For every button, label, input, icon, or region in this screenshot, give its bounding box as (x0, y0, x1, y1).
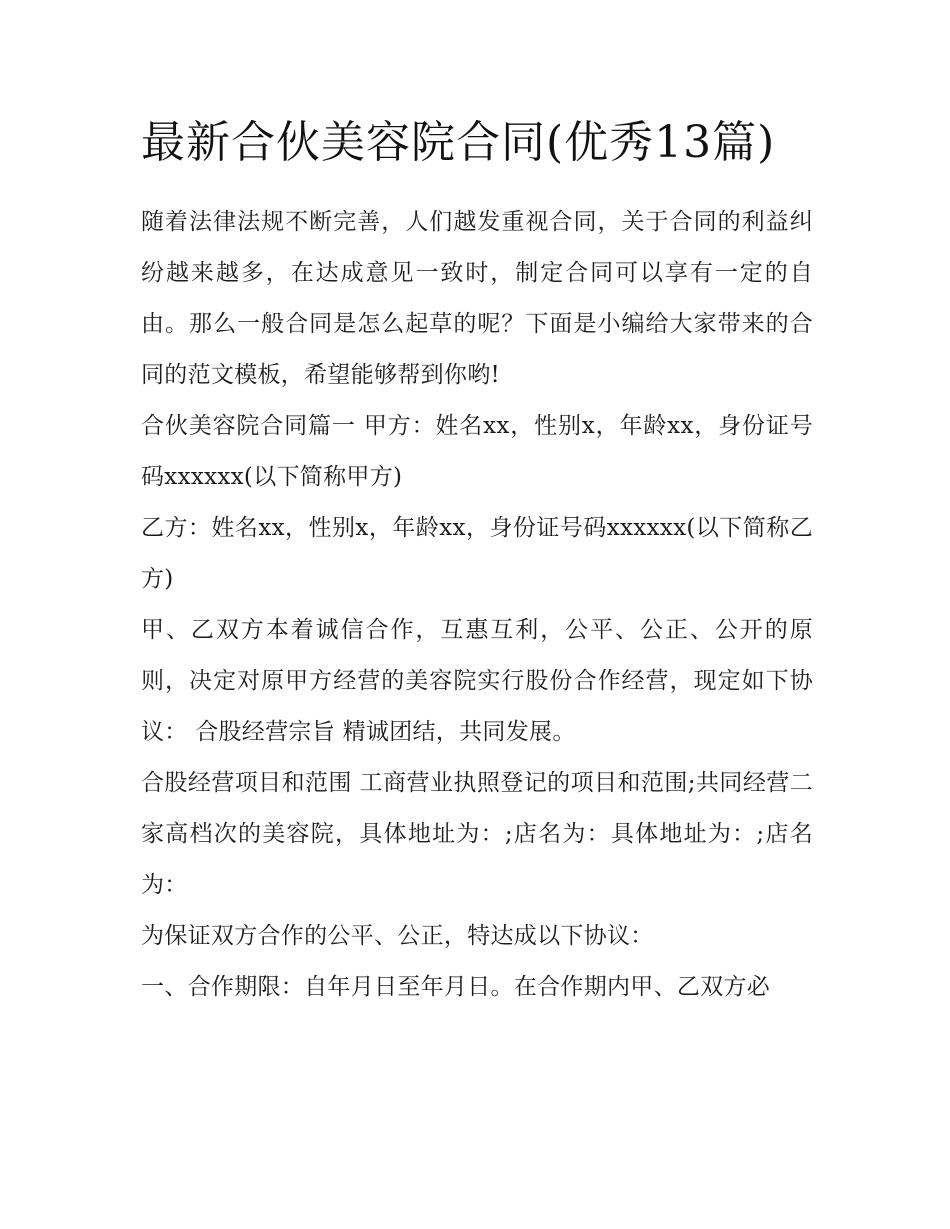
paragraph-agreement-intro: 为保证双方合作的公平、公正，特达成以下协议： (141, 923, 654, 949)
paragraph-principles: 甲、乙双方本着诚信合作，互惠互利，公平、公正、公开的原则，决定对原甲方经营的美容院实行股份合作经营，现定如下协议： 合股经营宗旨 精诚团结，共同发展。 (141, 617, 813, 745)
paragraph-intro: 随着法律法规不断完善，人们越发重视合同，关于合同的利益纠纷越来越多，在达成意见一致时，制定合同可以享有一定的自由。那么一般合同是怎么起草的呢？下面是小编给大家带来的合同的范文模板，希望能够帮到你哟! (141, 209, 813, 388)
paragraph-scope: 合股经营项目和范围 工商营业执照登记的项目和范围;共同经营二家高档次的美容院，具体地址为：;店名为：具体地址为：;店名为： (141, 770, 813, 898)
paragraph-party-a: 合伙美容院合同篇一 甲方：姓名xx，性别x，年龄xx，身份证号码xxxxxx(以下简称甲方) (141, 413, 813, 490)
document-title: 最新合伙美容院合同(优秀13篇) (141, 117, 776, 168)
paragraph-term: 一、合作期限：自年月日至年月日。在合作期内甲、乙双方必 (141, 974, 771, 1000)
paragraph-party-b: 乙方：姓名xx，性别x，年龄xx，身份证号码xxxxxx(以下简称乙方) (141, 515, 813, 592)
document-body (141, 112, 813, 1013)
